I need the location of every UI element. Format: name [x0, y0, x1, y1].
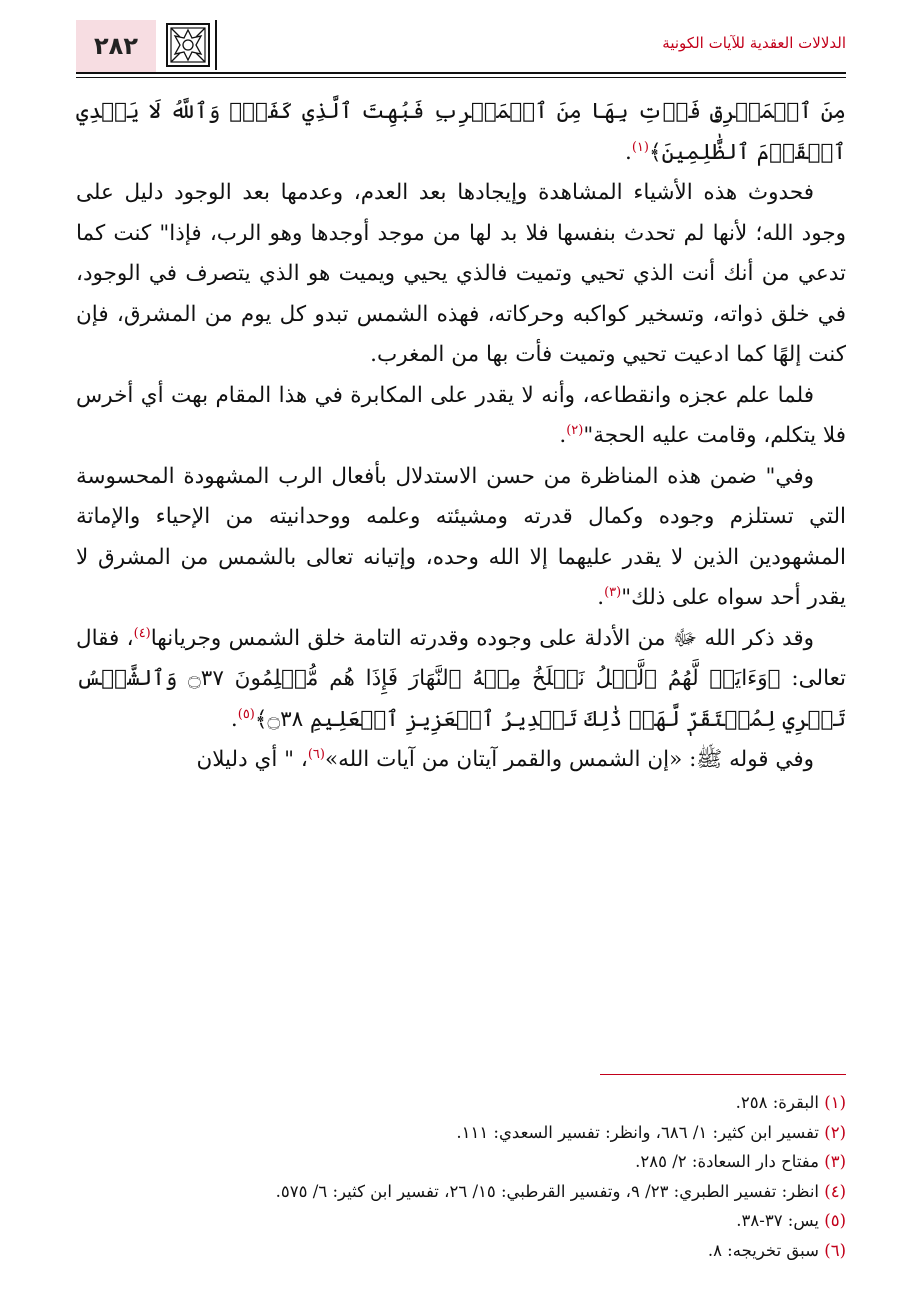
ornament-icon — [166, 23, 210, 67]
footnote-ref: (١) — [631, 139, 649, 155]
quran-verse: مِنَ ٱلۡمَشۡرِقِ فَأۡتِ بِهَا مِنَ ٱلۡمَغۡرِبِ فَبُهِتَ ٱلَّذِي كَفَرَۗ وَٱللَّهُ لَا يَهۡدِي ٱلۡقَوۡمَ ٱلظَّٰلِمِينَ﴾ — [76, 99, 846, 165]
paragraph — [76, 740, 846, 781]
footnotes — [76, 1088, 846, 1265]
footnote-ref: (٤) — [133, 625, 151, 641]
header-rule-thin — [76, 77, 846, 78]
period: . — [624, 139, 632, 165]
footnote-number: (٣) — [824, 1152, 846, 1171]
paragraph-text: وفي" ضمن هذه المناظرة من حسن الاستدلال بأفعال الرب المشهودة المحسوسة التي تستلزم وجوده وكمال قدرته ومشيئته وعلمه ووحدانيته من الإحياء والإماتة المشهودين الذين لا يقدر عليهما إلا الله وحده، وإتيانه تعالى بالشمس من المشرق لا يقدر أحد سواه على ذلك" — [76, 463, 846, 610]
paragraph-text: وفي قوله ﷺ: «إن الشمس والقمر آيتان من آيات الله» — [324, 747, 814, 772]
footnote-item — [76, 1177, 846, 1207]
footnote-ref: (٥) — [237, 706, 255, 722]
verse-continuation — [76, 92, 846, 173]
footnote-separator — [600, 1074, 846, 1075]
footnote-text: تفسير ابن كثير: ١/ ٦٨٦، وانظر: تفسير السعدي: ١١١. — [456, 1122, 819, 1142]
footnote-number: (٤) — [824, 1181, 846, 1201]
paragraph-text: ، " أي دليلان — [196, 747, 308, 772]
book-title: الدلالات العقدية للآيات الكونية — [662, 34, 846, 52]
footnote-text: انظر: تفسير الطبري: ٢٣/ ٩، وتفسير القرطبي: ١٥/ ٢٦، تفسير ابن كثير: ٦/ ٥٧٥. — [275, 1181, 819, 1201]
paragraph-text: وقد ذكر الله ﷻ من الأدلة على وجوده وقدرته التامة خلق الشمس وجريانها — [150, 625, 814, 651]
footnote-item — [76, 1147, 846, 1177]
header-divider — [215, 20, 217, 70]
period: . — [559, 423, 567, 448]
header-rule-thick — [76, 72, 846, 74]
footnote-text: البقرة: ٢٥٨. — [735, 1093, 819, 1112]
footnote-text: يس: ٣٧-٣٨. — [736, 1211, 819, 1230]
footnote-ref: (٦) — [307, 746, 325, 762]
footnote-ref: (٣) — [604, 584, 622, 600]
footnote-number: (١) — [824, 1093, 846, 1112]
footnote-ref: (٢) — [566, 422, 584, 438]
page-number: ٢٨٢ — [76, 20, 156, 72]
footnote-text: مفتاح دار السعادة: ٢/ ٢٨٥. — [635, 1152, 819, 1171]
paragraph: فحدوث هذه الأشياء المشاهدة وإيجادها بعد العدم، وعدمها بعد الوجود دليل على وجود الله؛ لأنها لم تحدث بنفسها فلا بد لها من موجد أوجدها وهو الرب، فإذا" كنت كما تدعي من أنك أنت الذي تحيي وتميت فالذي يحيي ويميت هو الذي يتصرف في الوجود، في خلق ذواته، وتسخير كواكبه وحركاته، فهذه الشمس تبدو كل يوم من المشرق، فإن كنت إلهًا كما ادعيت تحيي وتميت فأت بها من المغرب. — [76, 180, 846, 367]
footnote-item — [76, 1236, 846, 1266]
footnote-text: سبق تخريجه: ٨. — [707, 1240, 819, 1260]
footnote-item — [76, 1206, 846, 1236]
period: . — [597, 585, 605, 610]
quran-verse: ﴿وَءَايَةٞ لَّهُمُ ٱلَّيۡلُ نَسۡلَخُ مِنۡهُ ٱلنَّهَارَ فَإِذَا هُم مُّظۡلِمُونَ ۝٣٧ وَٱلشَّمۡسُ تَجۡرِي لِمُسۡتَقَرّٖ لَّهَاۚ ذَٰلِكَ تَقۡدِيرُ ٱلۡعَزِيزِ ٱلۡعَلِيمِ ۝٣٨﴾ — [76, 666, 846, 732]
footnote-item — [76, 1118, 846, 1148]
paragraph-text: ، فقال تعالى: — [76, 625, 846, 691]
page-header — [76, 20, 846, 72]
period: . — [230, 706, 238, 732]
footnote-number: (٦) — [824, 1240, 846, 1260]
footnote-number: (٢) — [824, 1122, 846, 1142]
footnote-number: (٥) — [824, 1211, 846, 1230]
paragraph — [76, 457, 846, 619]
paragraph — [76, 376, 846, 457]
paragraph — [76, 619, 846, 741]
main-text — [76, 92, 846, 781]
footnote-item — [76, 1088, 846, 1118]
paragraph-text: فلما علم عجزه وانقطاعه، وأنه لا يقدر على المكابرة في هذا المقام بهت أي أخرس فلا يتكلم، وقامت عليه الحجة" — [76, 382, 846, 448]
